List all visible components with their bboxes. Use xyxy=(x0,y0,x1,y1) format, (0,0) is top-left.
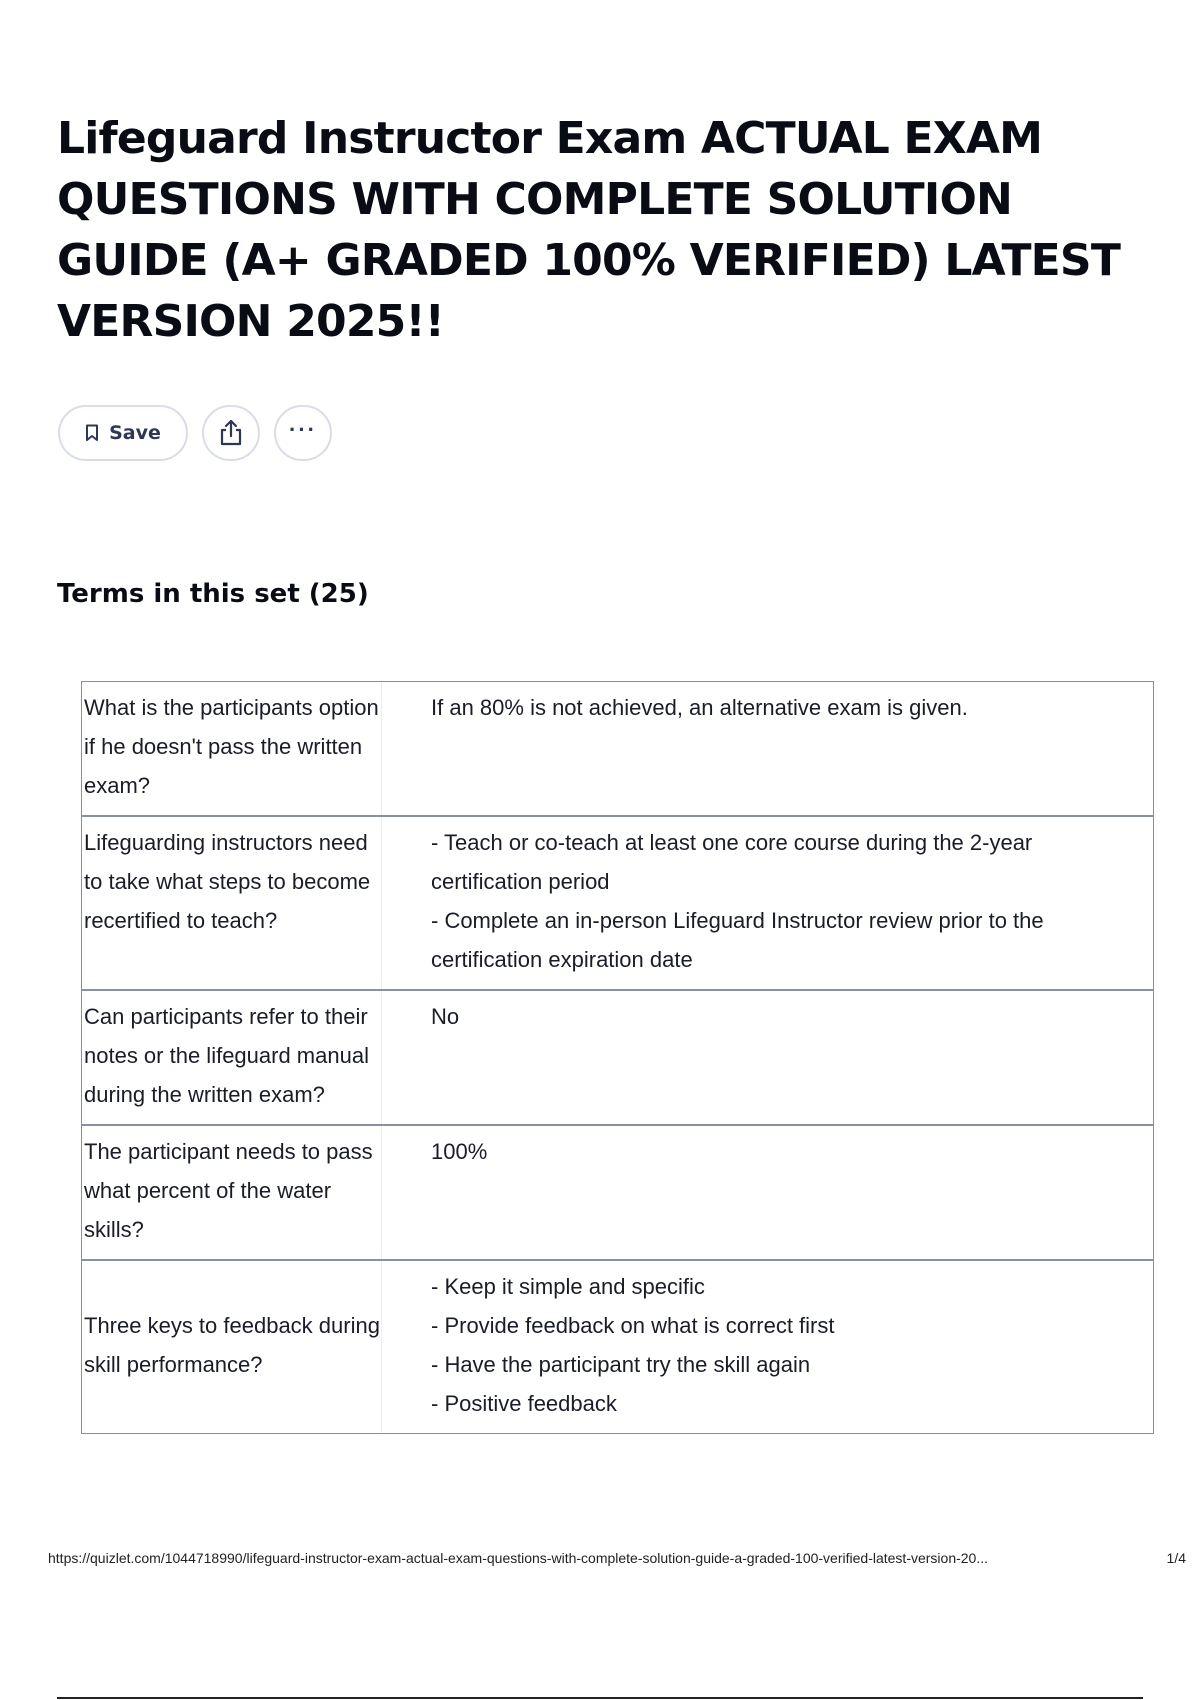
definition-line: - Keep it simple and specific xyxy=(431,1274,705,1299)
term-row xyxy=(82,682,1153,815)
more-horizontal-icon: ··· xyxy=(289,417,317,442)
term-row xyxy=(82,989,1153,1124)
save-button-label: Save xyxy=(109,422,161,444)
definition-text xyxy=(382,1126,1153,1259)
term-label: Lifeguarding instructors need to take what steps to become recertified to teach? xyxy=(84,830,371,933)
term-label: Three keys to feedback during skill performance? xyxy=(84,1313,380,1377)
term-row xyxy=(82,1259,1153,1433)
term-label: The participant needs to pass what percent of the water skills? xyxy=(84,1139,373,1242)
definition-line: - Have the participant try the skill again xyxy=(431,1352,811,1377)
definition-line: No xyxy=(431,1004,460,1029)
definition-line: - Positive feedback xyxy=(431,1391,617,1416)
term-label: Can participants refer to their notes or the lifeguard manual during the written exam? xyxy=(84,1004,369,1107)
term-text xyxy=(82,682,382,815)
definition-line: If an 80% is not achieved, an alternative exam is given. xyxy=(431,695,968,720)
definition-line: - Teach or co-teach at least one core course during the 2-year certification period xyxy=(431,830,1033,894)
share-icon xyxy=(218,419,244,447)
term-text xyxy=(82,1126,382,1259)
definition-line: - Provide feedback on what is correct first xyxy=(431,1313,835,1338)
term-label: What is the participants option if he doesn't pass the written exam? xyxy=(84,695,379,798)
bottom-divider xyxy=(57,1697,1143,1699)
term-row xyxy=(82,815,1153,989)
definition-text xyxy=(382,991,1153,1124)
save-button[interactable] xyxy=(58,405,188,461)
terms-heading: Terms in this set (25) xyxy=(57,579,369,609)
term-text xyxy=(82,817,382,989)
definition-text xyxy=(382,1261,1153,1433)
definition-text xyxy=(382,682,1153,815)
term-text xyxy=(82,1261,382,1433)
term-text xyxy=(82,991,382,1124)
print-url: https://quizlet.com/1044718990/lifeguard-instructor-exam-actual-exam-questions-with-complete-solution-guide-a-graded-100-verified-latest-version-20... xyxy=(48,1550,989,1566)
definition-line: - Complete an in-person Lifeguard Instructor review prior to the certification expiration date xyxy=(431,908,1044,972)
terms-table xyxy=(81,681,1154,1434)
definition-text xyxy=(382,817,1153,989)
set-title: Lifeguard Instructor Exam ACTUAL EXAM QUESTIONS WITH COMPLETE SOLUTION GUIDE (A+ GRADED 100% VERIFIED) LATEST VERSION 2025!! xyxy=(57,113,1121,347)
page-number: 1/4 xyxy=(1166,1550,1186,1566)
share-button[interactable] xyxy=(202,405,260,461)
more-button[interactable] xyxy=(274,405,332,461)
definition-line: 100% xyxy=(431,1139,488,1164)
term-row xyxy=(82,1124,1153,1259)
bookmark-icon xyxy=(85,424,99,442)
